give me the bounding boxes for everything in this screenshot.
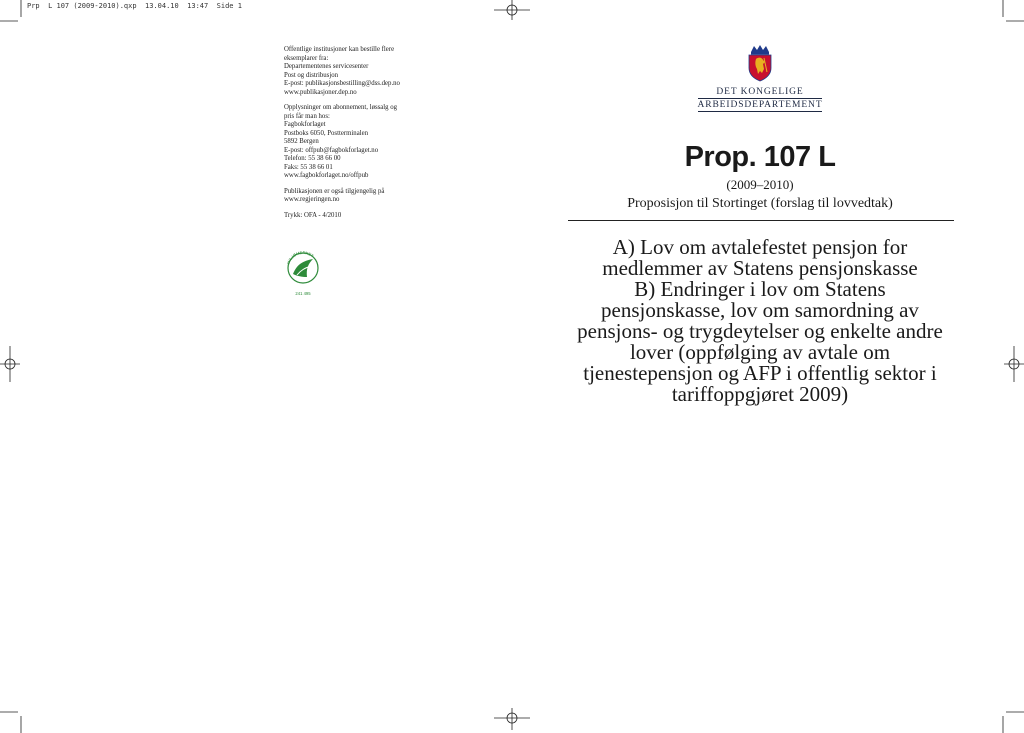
imprint-line: Departementenes servicesenter	[284, 63, 369, 70]
subscription-info	[284, 104, 444, 181]
imprint-line: Post og distribusjon	[284, 71, 339, 79]
print-info	[284, 212, 444, 221]
imprint-line: www.fagbokforlaget.no/offpub	[284, 172, 369, 179]
imprint-line: Opplysninger om abonnement, løssalg og	[284, 104, 398, 111]
title-line: tariffoppgjøret 2009)	[671, 382, 849, 406]
title-line: lover (oppfølging av avtale om	[629, 340, 891, 364]
proposition-number: Prop. 107 L	[684, 141, 836, 173]
imprint-line: www.publikasjoner.dep.no	[284, 88, 357, 96]
imprint-line: Offentlige institusjoner kan bestille flere	[284, 46, 395, 53]
imprint-line: E-post: offpub@fagbokforlaget.no	[284, 146, 379, 154]
logo-rule	[698, 111, 822, 112]
proposition-subtitle: Proposisjon til Stortinget (forslag til lovvedtak)	[627, 196, 893, 211]
ecolabel-number: 241 495	[295, 291, 311, 296]
title-line: medlemmer av Statens pensjonskasse	[602, 256, 918, 280]
imprint-line: Publikasjonen er også tilgjengelig på	[284, 187, 385, 195]
logo-line-1: DET KONGELIGE	[716, 87, 804, 97]
logo-line-2: ARBEIDSDEPARTEMENT	[697, 100, 823, 110]
imprint-line: Faks: 55 38 66 01	[284, 163, 333, 171]
imprint-line: Telefon: 55 38 66 00	[284, 155, 341, 162]
imprint-block	[284, 46, 444, 227]
title-line: pensjons- og trygdeytelser og enkelte andre	[577, 319, 943, 343]
title-line: B) Endringer i lov om Statens	[634, 277, 886, 301]
logo-rule	[698, 98, 822, 99]
ecolabel-arc-text: MILJØMERKET	[285, 249, 315, 265]
title-line: pensjonskasse, lov om samordning av	[601, 298, 919, 322]
imprint-line: Fagbokforlaget	[284, 121, 326, 128]
imprint-line: eksemplarer fra:	[284, 54, 329, 62]
coat-of-arms-icon	[745, 44, 775, 82]
title-divider	[568, 220, 954, 221]
imprint-line: Trykk: OFA - 4/2010	[284, 211, 342, 219]
session-years: (2009–2010)	[726, 177, 794, 192]
title-line: A) Lov om avtalefestet pensjon for	[612, 235, 908, 259]
availability-info	[284, 188, 444, 205]
imprint-line: 5892 Bergen	[284, 138, 319, 145]
main-title	[560, 237, 960, 405]
printer-slug: Prp L 107 (2009-2010).qxp 13.04.10 13:47 Side 1	[27, 2, 242, 10]
ministry-logo	[690, 44, 830, 113]
imprint-line: pris får man hos:	[284, 112, 330, 120]
nordic-swan-ecolabel-icon	[283, 248, 323, 300]
imprint-line: Postboks 6050, Postterminalen	[284, 129, 369, 137]
title-line: tjenestepensjon og AFP i offentlig sektor i	[583, 361, 937, 385]
imprint-line: E-post: publikasjonsbestilling@dss.dep.no	[284, 80, 400, 87]
ordering-info	[284, 46, 444, 97]
imprint-line: www.regjeringen.no	[284, 196, 340, 203]
